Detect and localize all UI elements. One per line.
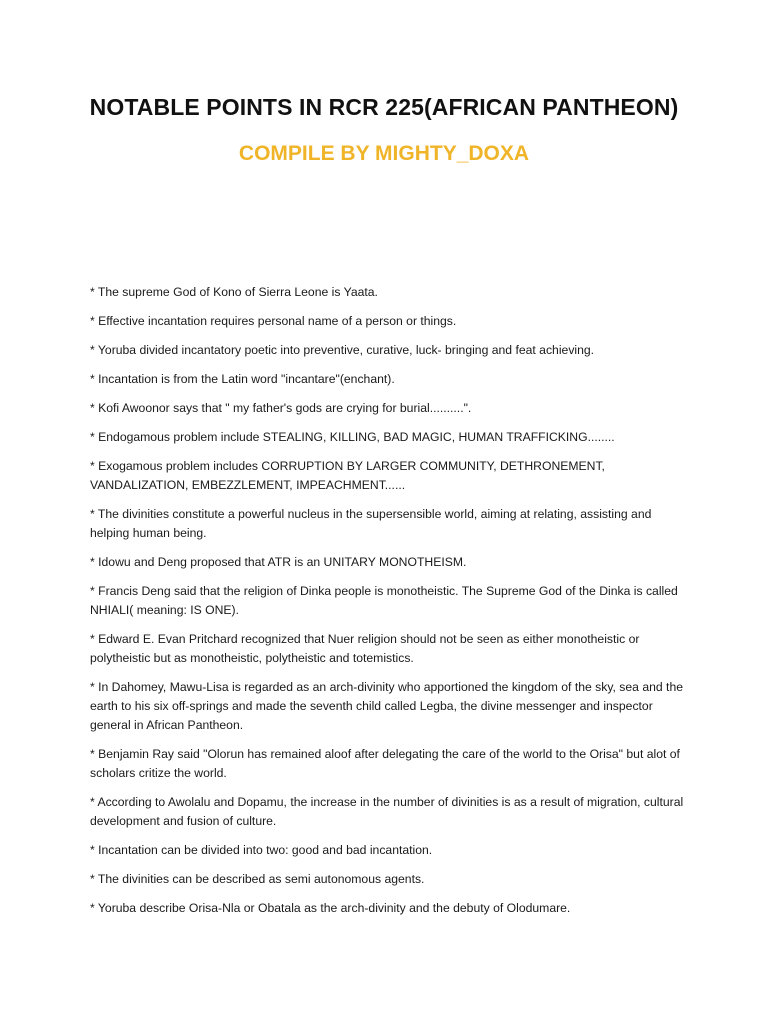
point-item: * Endogamous problem include STEALING, KILLING, BAD MAGIC, HUMAN TRAFFICKING........ [90, 430, 615, 444]
document-title: NOTABLE POINTS IN RCR 225(AFRICAN PANTHEON) [89, 94, 679, 120]
point-item: * Yoruba divided incantatory poetic into preventive, curative, luck- bringing and feat achieving. [90, 343, 595, 357]
point-item: * The supreme God of Kono of Sierra Leone is Yaata. [90, 285, 378, 299]
point-item: * The divinities constitute a powerful nucleus in the supersensible world, aiming at relating, assisting and helping human being. [90, 507, 652, 540]
point-item: * Kofi Awoonor says that " my father's gods are crying for burial..........". [90, 401, 472, 415]
point-item: * Benjamin Ray said "Olorun has remained aloof after delegating the care of the world to the Orisa" but alot of scholars critize the world. [90, 747, 680, 780]
point-item: * Exogamous problem includes CORRUPTION BY LARGER COMMUNITY, DETHRONEMENT, VANDALIZATION, EMBEZZLEMENT, IMPEACHMENT...... [90, 459, 605, 492]
document-subtitle: COMPILE BY MIGHTY_DOXA [238, 142, 530, 165]
point-item: * Francis Deng said that the religion of Dinka people is monotheistic. The Supreme God of the Dinka is called NHIALI( meaning: IS ONE). [90, 584, 678, 617]
point-item: * Effective incantation requires personal name of a person or things. [90, 314, 457, 328]
point-item: * Incantation is from the Latin word "incantare"(enchant). [90, 372, 395, 386]
point-item: * Idowu and Deng proposed that ATR is an UNITARY MONOTHEISM. [90, 555, 467, 569]
notable-points-list [90, 283, 690, 928]
point-item: * The divinities can be described as semi autonomous agents. [90, 872, 425, 886]
point-item: * Edward E. Evan Pritchard recognized that Nuer religion should not be seen as either monotheistic or polytheistic but as monotheistic, polytheistic and totemistics. [90, 632, 640, 665]
point-item: * In Dahomey, Mawu-Lisa is regarded as an arch-divinity who apportioned the kingdom of the sky, sea and the earth to his six off-springs and made the seventh child called Legba, the divine messenger and inspector general in African Pantheon. [90, 680, 683, 732]
point-item: * Yoruba describe Orisa-Nla or Obatala as the arch-divinity and the debuty of Olodumare. [90, 901, 571, 915]
point-item: * According to Awolalu and Dopamu, the increase in the number of divinities is as a result of migration, cultural development and fusion of culture. [90, 795, 684, 828]
point-item: * Incantation can be divided into two: good and bad incantation. [90, 843, 433, 857]
